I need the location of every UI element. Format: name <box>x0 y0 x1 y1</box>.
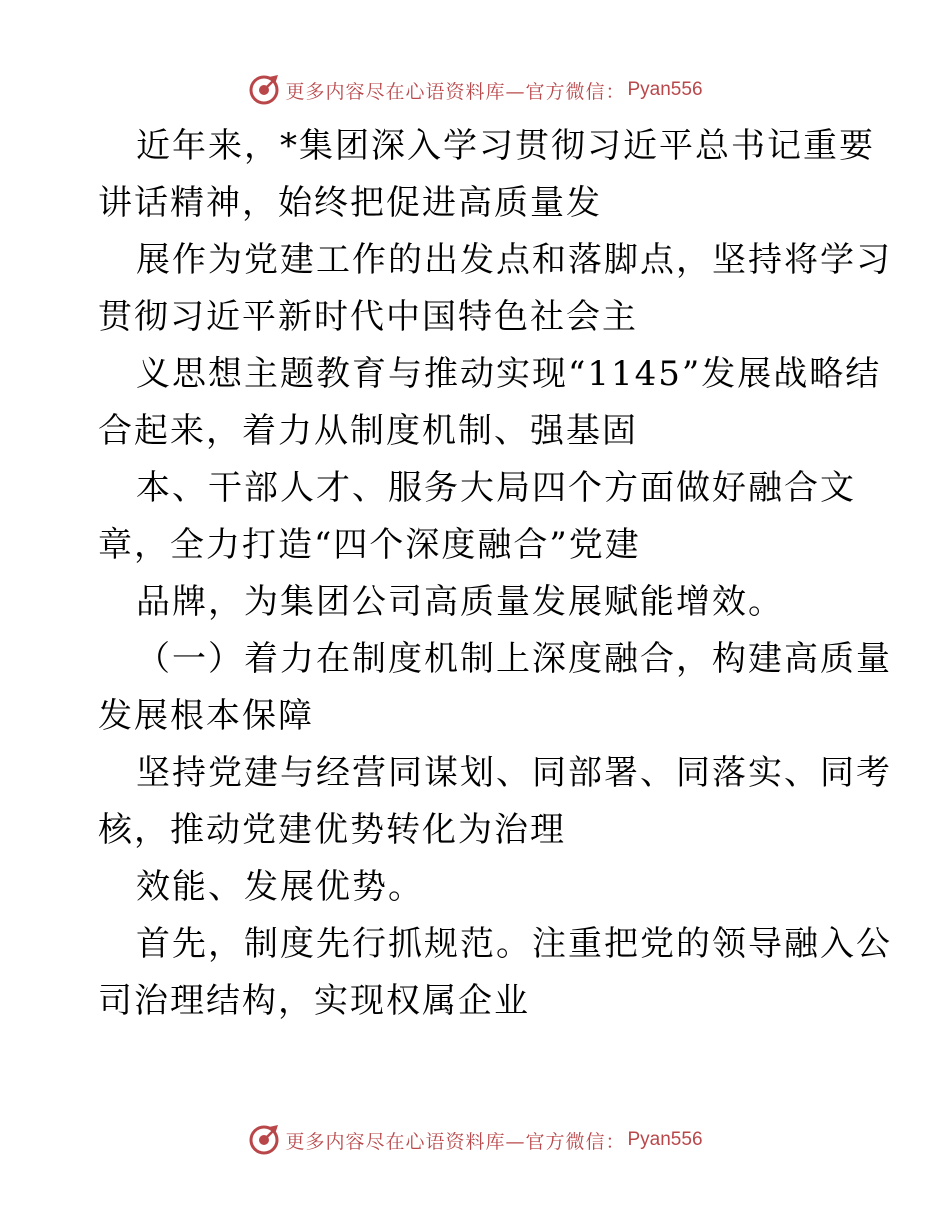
section-heading-line: （一）着力在制度机制上深度融合，构建高质量 <box>136 639 892 679</box>
document-body <box>98 118 892 1030</box>
footer-watermark-banner <box>0 1120 950 1160</box>
text-line: 核，推动党建优势转化为治理 <box>98 810 566 850</box>
banner-handle: Pyan556 <box>627 1129 703 1150</box>
header-watermark-banner <box>0 70 950 110</box>
text-line: 贯彻习近平新时代中国特色社会主 <box>98 297 638 337</box>
text-line: 首先，制度先行抓规范。注重把党的领导融入公 <box>136 924 892 964</box>
text-line: 合起来，着力从制度机制、强基固 <box>98 411 638 451</box>
section-heading-line: 发展根本保障 <box>98 696 314 736</box>
text-line: 义思想主题教育与推动实现“1145”发展战略结 <box>136 354 882 394</box>
text-line: 效能、发展优势。 <box>136 867 424 907</box>
banner-text: 更多内容尽在心语资料库—官方微信： <box>285 80 626 103</box>
text-line: 坚持党建与经营同谋划、同部署、同落实、同考 <box>136 753 892 793</box>
text-line: 本、干部人才、服务大局四个方面做好融合文 <box>136 468 856 508</box>
banner-handle: Pyan556 <box>627 79 703 100</box>
banner-text: 更多内容尽在心语资料库—官方微信： <box>285 1130 626 1153</box>
text-line: 司治理结构，实现权属企业 <box>98 981 530 1021</box>
text-line: 展作为党建工作的出发点和落脚点，坚持将学习 <box>136 240 892 280</box>
text-line: 近年来，*集团深入学习贯彻习近平总书记重要 <box>136 126 875 166</box>
text-line: 讲话精神，始终把促进高质量发 <box>98 183 602 223</box>
text-line: 章，全力打造“四个深度融合”党建 <box>98 525 641 565</box>
logo-icon <box>247 73 281 107</box>
logo-icon <box>247 1123 281 1157</box>
text-line: 品牌，为集团公司高质量发展赋能增效。 <box>136 582 784 622</box>
